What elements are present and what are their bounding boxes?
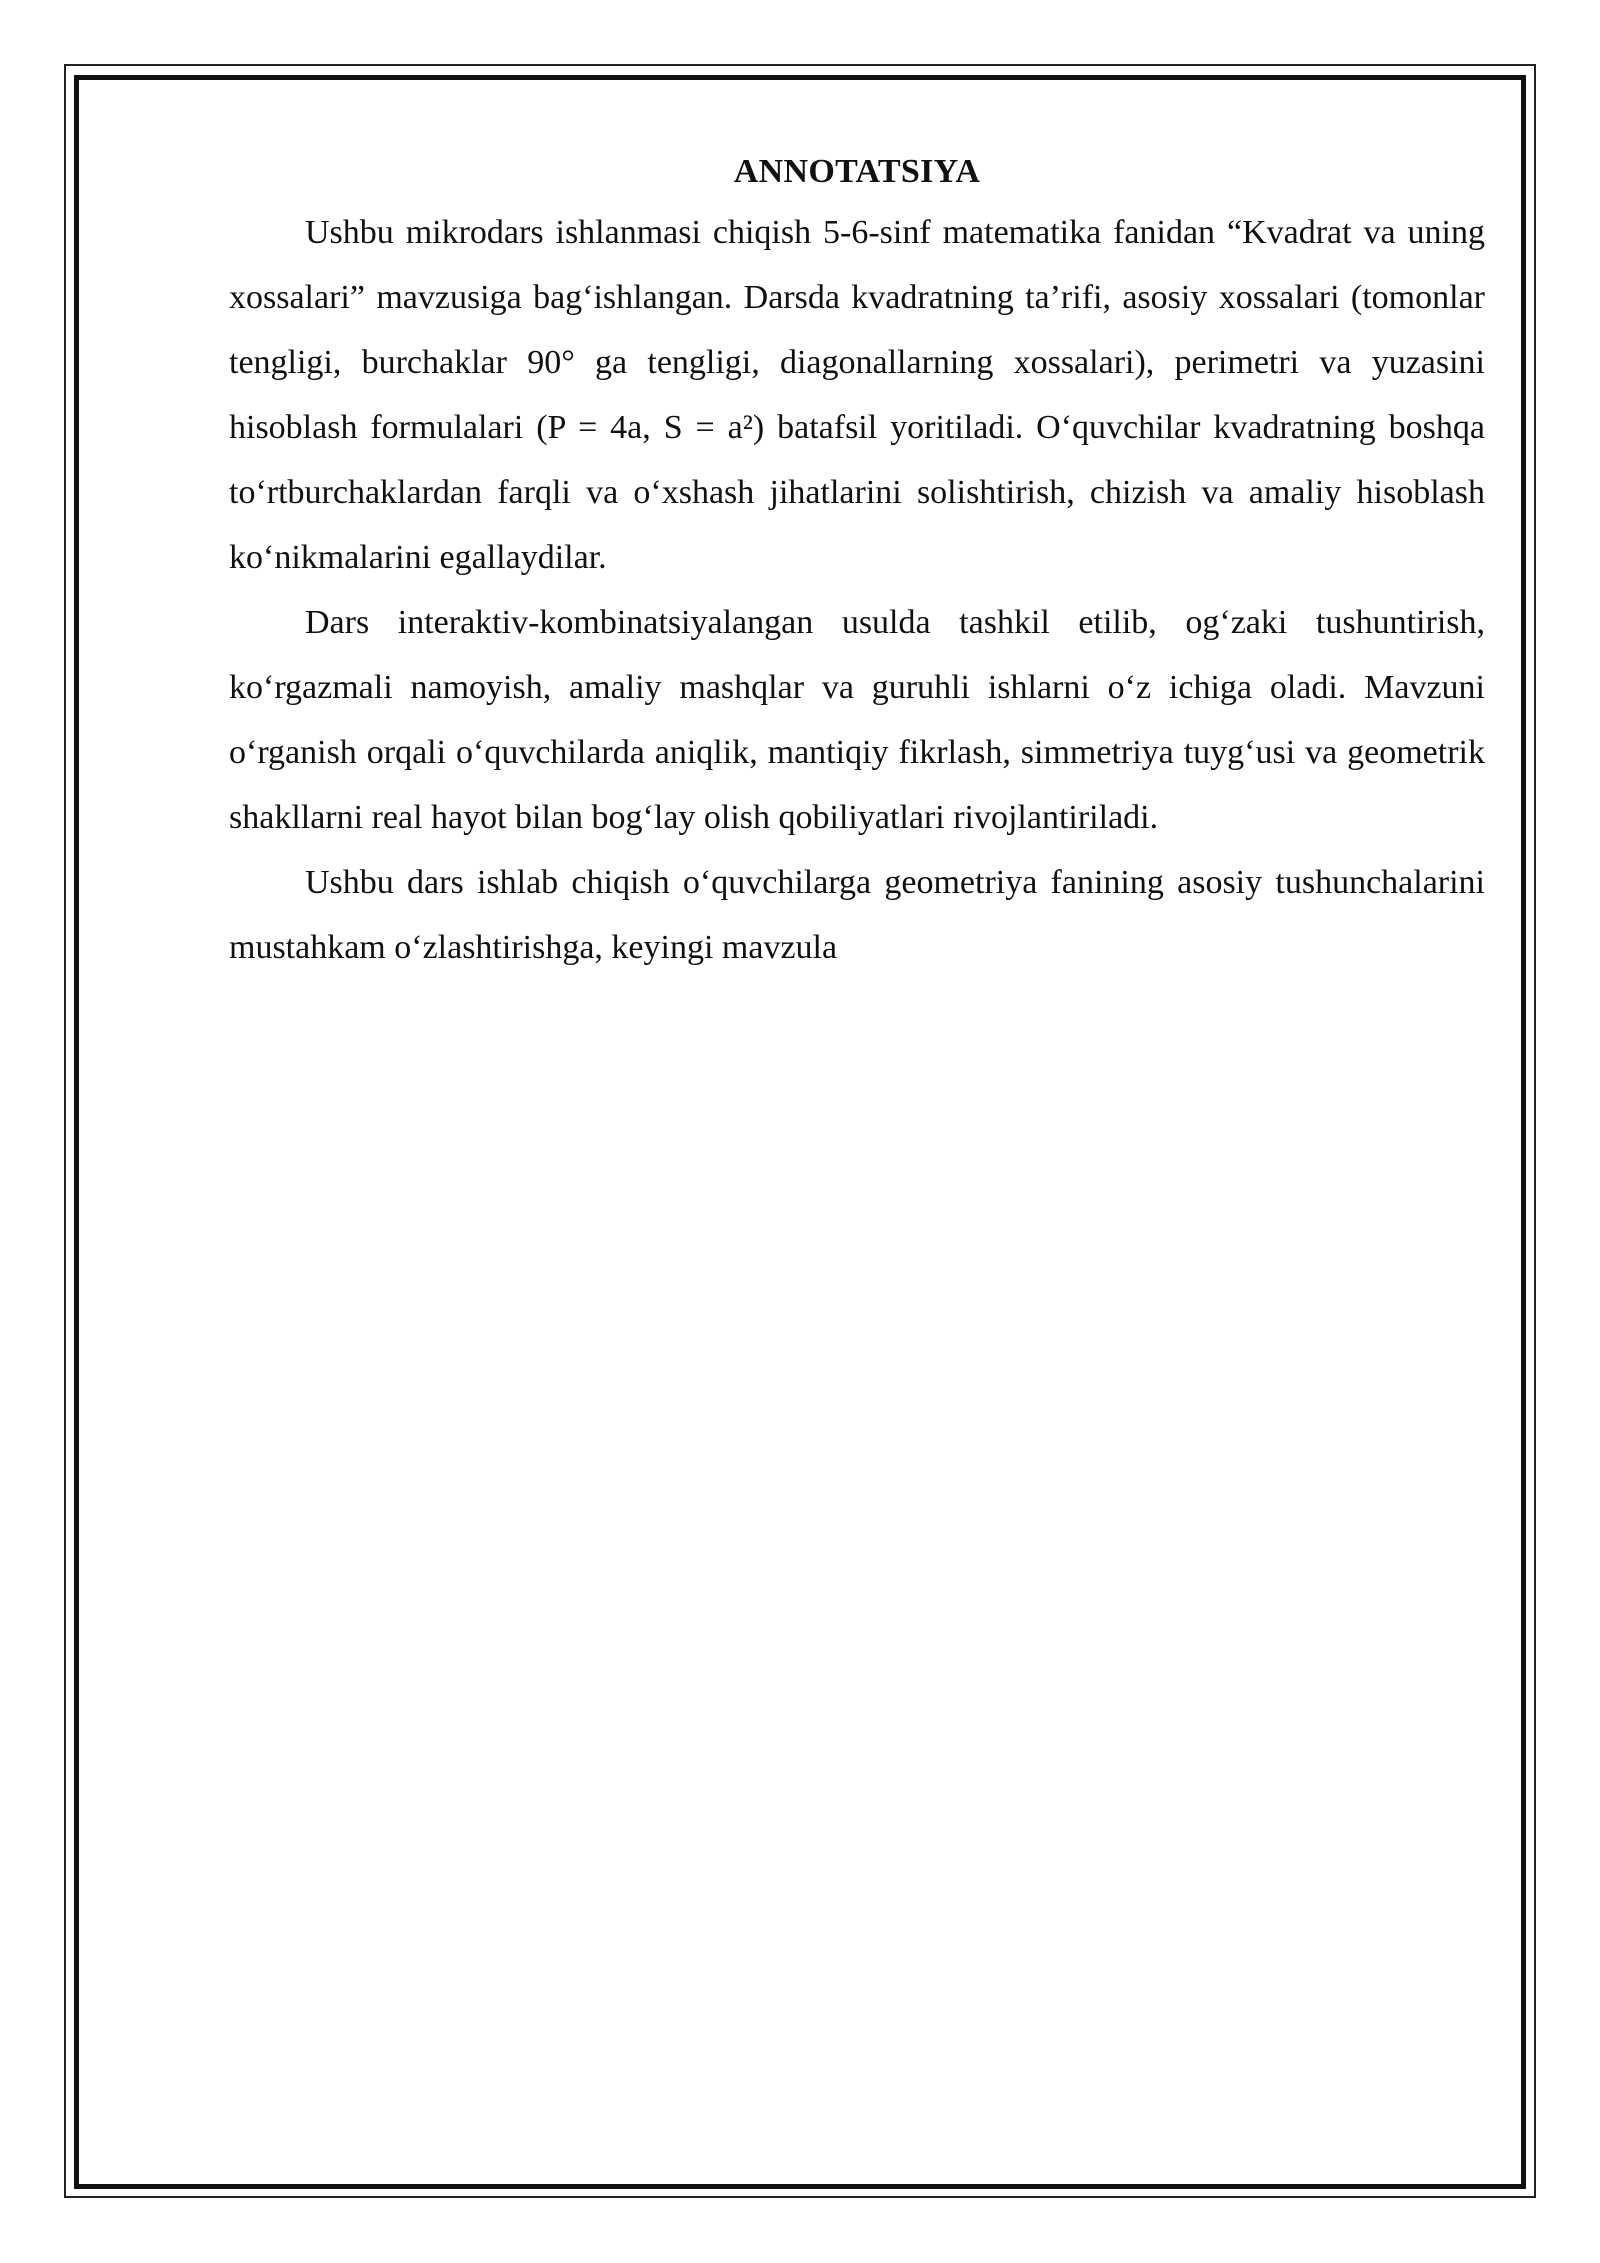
paragraph-3: Ushbu dars ishlab chiqish o‘quvchilarga geometriya fanining asosiy tushunchalarini mustahkam o‘zlashtirishga, keyingi mavzula <box>229 864 1485 966</box>
document-body <box>229 150 1485 980</box>
document-title: ANNOTATSIYA <box>733 153 981 190</box>
paragraph-2: Dars interaktiv-kombinatsiyalangan usulda tashkil etilib, og‘zaki tushuntirish, ko‘rgazmali namoyish, amaliy mashqlar va guruhli ishlarni o‘z ichiga oladi. Mavzuni o‘rganish orqali o‘quvchilarda aniqlik, mantiqiy fikrlash, simmetriya tuyg‘usi va geometrik shakllarni real hayot bilan bog‘lay olish qobiliyatlari rivojlantiriladi. <box>229 604 1485 836</box>
paragraph-1: Ushbu mikrodars ishlanmasi chiqish 5-6-sinf matematika fanidan “Kvadrat va uning xossalari” mavzusiga bag‘ishlangan. Darsda kvadratning ta’rifi, asosiy xossalari (tomonlar tengligi, burchaklar 90° ga tengligi, diagonallarning xossalari), perimetri va yuzasini hisoblash formulalari (P = 4a, S = a²) batafsil yoritiladi. O‘quvchilar kvadratning boshqa to‘rtburchaklardan farqli va o‘xshash jihatlarini solishtirish, chizish va amaliy hisoblash ko‘nikmalarini egallaydilar. <box>229 214 1485 576</box>
